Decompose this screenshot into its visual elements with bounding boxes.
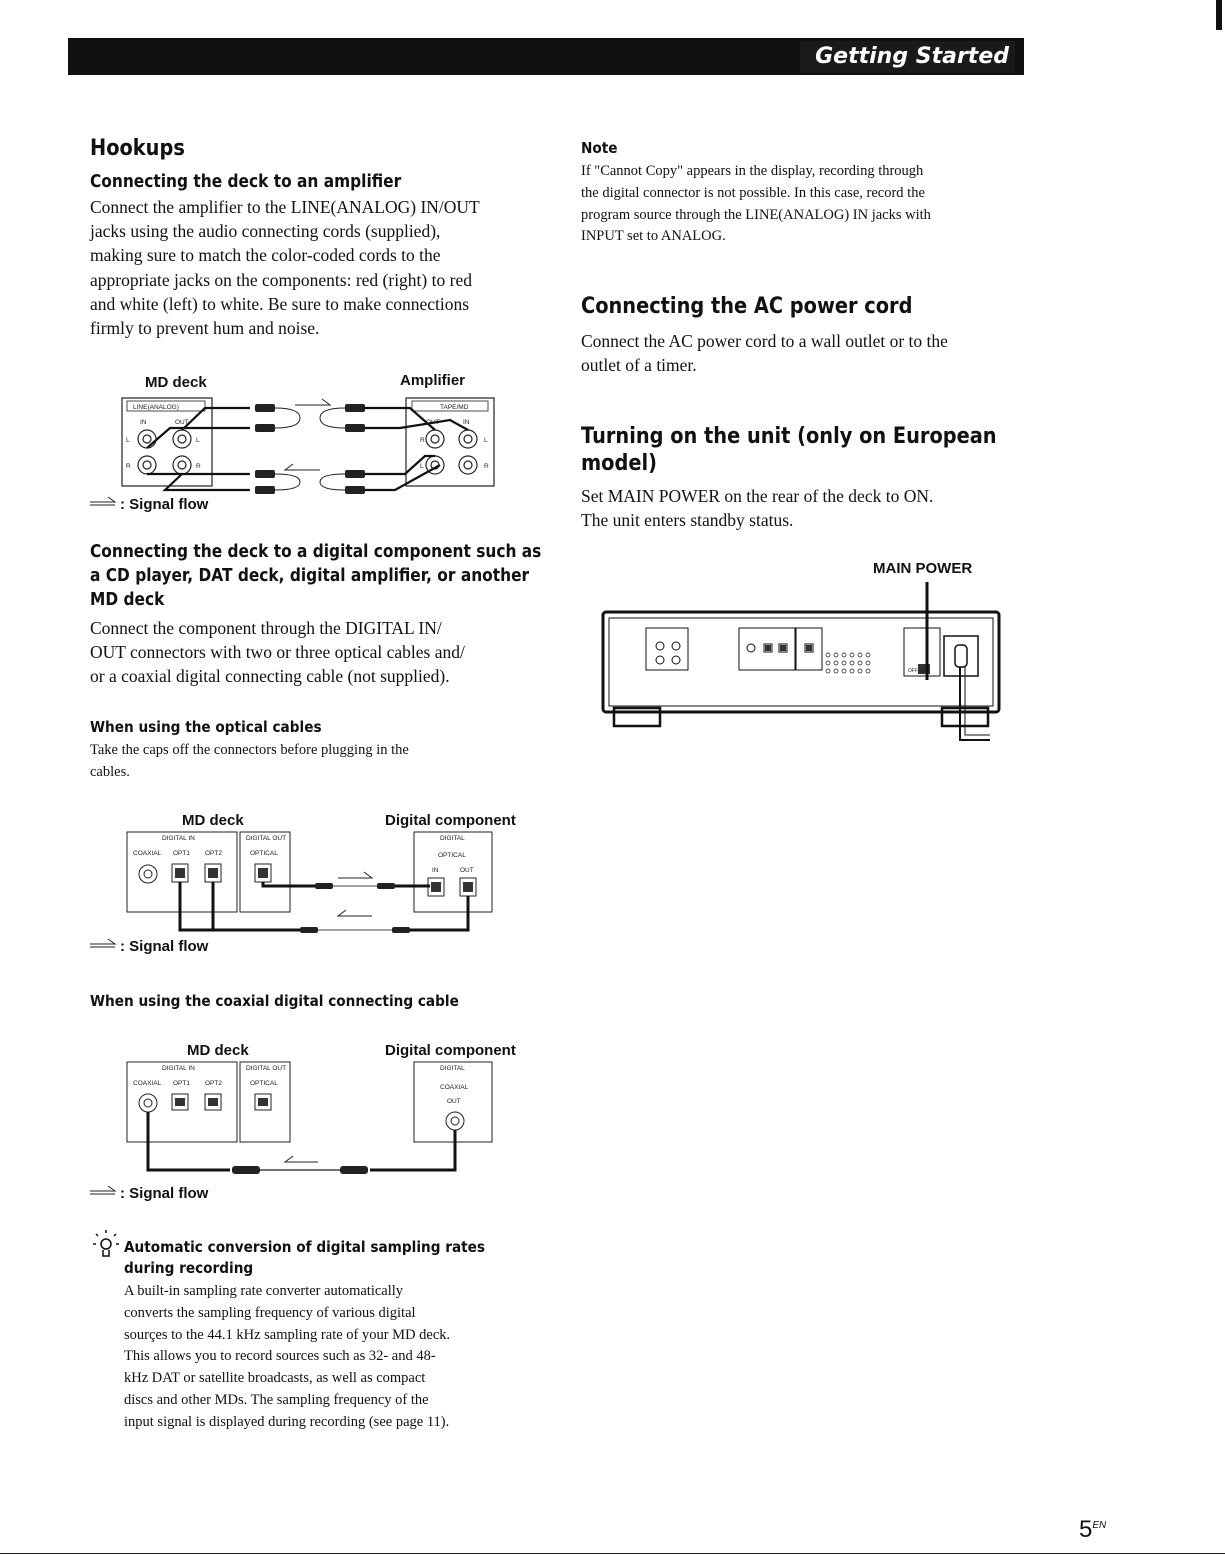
page-number: $5^{EN}$ [1079,1516,1107,1543]
svg-text:DIGITAL IN: DIGITAL IN [162,835,195,842]
svg-text:OFF ON: OFF ON [908,668,927,674]
fig2-md-deck-label: MD deck [182,812,244,829]
svg-text:IN: IN [463,419,470,426]
amplifier-text: Connect the amplifier to the LINE(ANALOG) IN/OUT jacks using the audio connecting cords (supplied), making sure to match the color-coded cords to the appropriate jacks on the components: red (right) to red and white (left) to white. Be sure to make connections firmly to prevent hum and noise. [90,197,480,339]
optical-text: Take the caps off the connectors before plugging in the cables. [90,742,409,780]
svg-text:L: L [126,437,130,444]
svg-text:DIGITAL OUT: DIGITAL OUT [246,835,287,842]
svg-text:OPTICAL: OPTICAL [438,852,466,859]
coaxial-heading: When using the coaxial digital connecting cable [90,992,459,1010]
svg-text:OUT: OUT [460,867,474,874]
svg-text:COAXIAL: COAXIAL [133,1080,162,1087]
fig3-digital-component-label: Digital component [385,1042,516,1059]
svg-text:OUT: OUT [447,1098,461,1105]
svg-text:DIGITAL: DIGITAL [440,835,465,842]
svg-text:OPTICAL: OPTICAL [250,1080,278,1087]
ac-power-text: Connect the AC power cord to a wall outlet or to the outlet of a timer. [581,331,948,376]
note-heading: Note [581,139,618,157]
amplifier-heading: Connecting the deck to an amplifier [90,172,402,192]
svg-text:R: R [484,463,489,470]
svg-text:R: R [126,463,131,470]
main-power-label: MAIN POWER [873,560,973,577]
tip-text: A built-in sampling rate converter automatically converts the sampling frequency of various digital sourçes to the 44.1 kHz sampling rate of your MD deck. This allows you to record sources such as 32- and 48- kHz DAT or satellite broadcasts, as well as compact discs and other MDs. The sampling frequency of the input signal is displayed during recording (see page 11). [124,1283,451,1430]
svg-text:DIGITAL: DIGITAL [440,1065,465,1072]
fig1-signal-flow: : Signal flow [120,496,209,513]
svg-text:COAXIAL: COAXIAL [440,1084,469,1091]
digital-heading: Connecting the deck to a digital component such as a CD player, DAT deck, digital amplifier, or another MD deck [90,542,542,610]
svg-text:OPT1: OPT1 [173,850,190,857]
svg-text:TAPE/MD: TAPE/MD [440,404,469,411]
svg-text:OUT: OUT [175,419,189,426]
ac-power-heading: Connecting the AC power cord [581,294,913,319]
section-title: Getting Started [800,41,1015,73]
fig2-signal-flow: : Signal flow [120,938,209,955]
svg-text:R: R [420,437,425,444]
svg-text:L: L [420,463,424,470]
turning-on-heading: Turning on the unit (only on European model) [581,424,997,476]
svg-text:OPT2: OPT2 [205,850,222,857]
note-text: If "Cannot Copy" appears in the display, recording through the digital connector is not possible. In this case, record the program source through the LINE(ANALOG) IN jacks with INPUT set to ANALOG. [581,163,931,245]
svg-text:OUT: OUT [426,419,440,426]
svg-text:OPT2: OPT2 [205,1080,222,1087]
fig1-md-deck-label: MD deck [145,374,207,391]
digital-text: Connect the component through the DIGITAL IN/ OUT connectors with two or three optical cables and/ or a coaxial digital connecting cable (not supplied). [90,618,465,687]
svg-text:OPTICAL: OPTICAL [250,850,278,857]
svg-text:OPT1: OPT1 [173,1080,190,1087]
optical-heading: When using the optical cables [90,718,322,736]
page-bottom-rule [0,1553,1225,1554]
svg-text:R: R [196,463,201,470]
svg-text:DIGITAL OUT: DIGITAL OUT [246,1065,287,1072]
tip-heading: Automatic conversion of digital sampling rates during recording [124,1238,486,1277]
turning-on-text: Set MAIN POWER on the rear of the deck to ON. The unit enters standby status. [581,486,934,531]
svg-text:L: L [196,437,200,444]
svg-text:L: L [484,437,488,444]
fig3-signal-flow: : Signal flow [120,1185,209,1202]
svg-text:COAXIAL: COAXIAL [133,850,162,857]
hookups-heading: Hookups [90,136,185,161]
svg-text:DIGITAL IN: DIGITAL IN [162,1065,195,1072]
svg-text:LINE(ANALOG): LINE(ANALOG) [133,404,179,411]
svg-text:IN: IN [140,419,147,426]
fig2-digital-component-label: Digital component [385,812,516,829]
fig1-amplifier-label: Amplifier [400,372,466,389]
svg-text:IN: IN [432,867,439,874]
fig3-md-deck-label: MD deck [187,1042,249,1059]
